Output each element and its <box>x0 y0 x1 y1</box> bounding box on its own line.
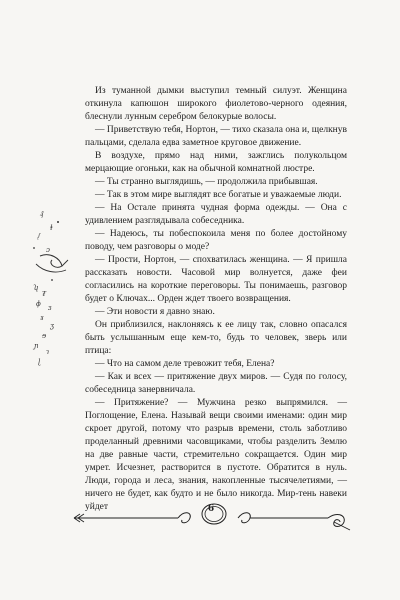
margin-glyph: ₰ <box>40 210 44 218</box>
margin-glyph: ɘ <box>42 332 47 340</box>
paragraph: — Притяжение? — Мужчина резко выпрямился. — Поглощение, Елена. Называй вещи своими именами: один мир скроет другой, потому что разрыв времени, столь заботливо проделанный древними часовщиками, чтобы разделить Землю на две равные части, стремительно сокращается. Один мир умрет. Исчезнет, растворится в пустоте. Обратится в нуль. Люди, города и леса, знания, накопленные тысячелетиями, — ничего не будет, как будто и не было никогда. Мир-тень навеки уйдет <box>85 398 347 512</box>
margin-glyph: ɸ <box>36 300 41 308</box>
margin-glyph: ɔ <box>46 246 50 254</box>
margin-glyph: ʒ <box>50 322 54 330</box>
margin-glyph: ᶘ <box>38 232 41 240</box>
margin-glyph: ɲ <box>34 342 39 350</box>
paragraph: — Ты странно выглядишь, — продолжила прибывшая. <box>95 177 318 187</box>
margin-glyph: ɜ <box>48 304 52 312</box>
paragraph: — Прости, Нортон, — спохватилась женщина. — Я пришла рассказать новости. Часовой мир волнуется, даже феи согласились на короткие переговоры. Ты понимаешь, разговор будет о Ключах... Орден ждет твоего возвращения. <box>85 255 347 304</box>
paragraph: Из туманной дымки выступил темный силуэт. Женщина откинула капюшон широкого фиолетово-черного одеяния, блеснули лунным серебром белокурые волосы. <box>85 86 347 122</box>
margin-glyph: ɿ <box>46 348 50 356</box>
margin-glyph: ɭ <box>38 358 41 366</box>
margin-ornament <box>26 208 70 368</box>
margin-glyph: ɫ <box>50 224 53 232</box>
margin-glyph: ʮ <box>33 284 39 292</box>
paragraph: — Надеюсь, ты побеспокоила меня по более достойному поводу, чем разговоры о моде? <box>85 229 347 252</box>
paragraph: Он приблизился, наклоняясь к ее лицу так, словно опасался быть услышанным еще кем-то, будь то человек, зверь или птица: <box>85 320 347 356</box>
paragraph: — Приветствую тебя, Нортон, — тихо сказала она и, щелкнув пальцами, сделала едва заметное круговое движение. <box>85 125 347 148</box>
paragraph: В воздухе, прямо над ними, зажглись полукольцом мерцающие огоньки, как на обычной комнатной люстре. <box>85 151 347 174</box>
paragraph: — Как и всех — притяжение двух миров. — Судя по голосу, собеседница занервничала. <box>85 372 347 395</box>
page-number: 6 <box>207 504 215 514</box>
body-text <box>85 85 347 514</box>
margin-glyph: ɤ <box>40 314 44 322</box>
paragraph: — На Остале принята чудная форма одежды. — Она с удивлением разглядывала собеседника. <box>85 203 347 226</box>
paragraph: — Так в этом мире выглядят все богатые и уважаемые люди. <box>95 190 342 200</box>
paragraph: — Эти новости я давно знаю. <box>95 307 215 317</box>
margin-glyph: ₮ <box>42 290 46 298</box>
paragraph: — Что на самом деле тревожит тебя, Елена? <box>95 359 275 369</box>
